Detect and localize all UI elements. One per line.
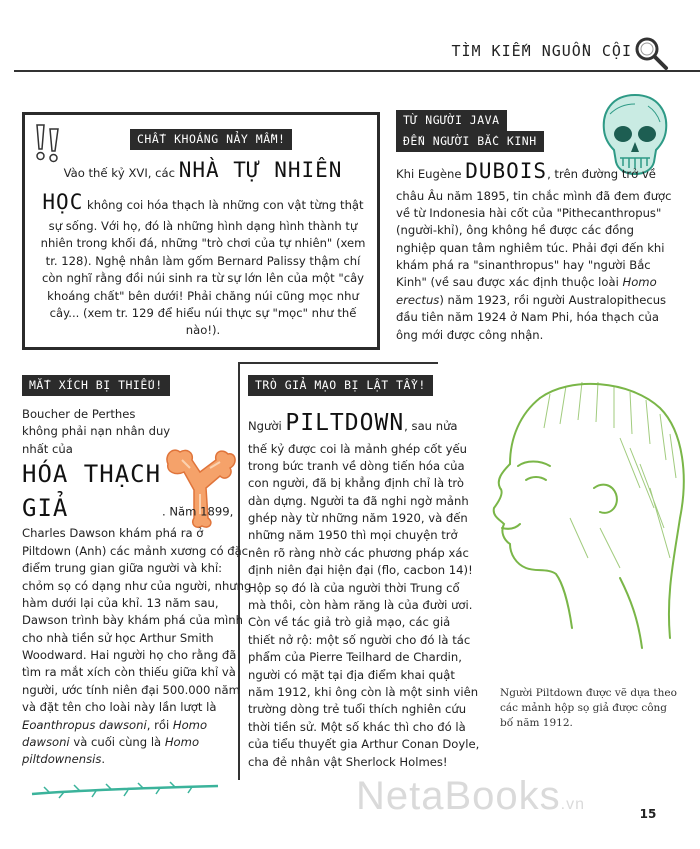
missing-body-4: . bbox=[101, 752, 106, 767]
java-tag-line1: TỪ NGƯỜI JAVA bbox=[396, 110, 507, 131]
piltdown-word: PILTDOWN bbox=[285, 410, 405, 436]
java-body-1: , trên đường trở về châu Âu năm 1895, tin chắc mình đã đem được về từ Indonesia hài cốt của "Pithecanthropus" (người-khỉ), ông không hề được các đồng nghiệp quan tâm nghiêm túc. Phải đợi đến khi khám phá ra "sinanthropus" hay "người Bắc Kinh" (về sau được xác định thuộc loài bbox=[396, 167, 672, 290]
magnifier-icon bbox=[632, 34, 670, 72]
piltdown-tag-wrap bbox=[248, 374, 433, 396]
missing-link-tag: MẮT XÍCH BỊ THIẾU! bbox=[22, 375, 170, 396]
mineral-box bbox=[22, 112, 380, 350]
java-body-2: ) năm 1923, rồi người Australopithecus đầu tiên năm 1924 ở Nam Phi, hóa thạch của ông mới được công nhận. bbox=[396, 292, 667, 342]
java-intro: Khi Eugène bbox=[396, 167, 466, 181]
piltdown-man-illustration bbox=[470, 368, 690, 658]
missing-intro: Boucher de Perthes không phải nạn nhân duy nhất của bbox=[22, 407, 171, 456]
branch-decoration bbox=[30, 780, 220, 800]
mineral-text bbox=[37, 155, 369, 340]
mineral-intro: Vào thế kỷ XVI, các bbox=[63, 166, 179, 180]
piltdown-body: , sau nửa thế kỷ được coi là mảnh ghép cốt yếu trong bức tranh về dòng tiến hóa của con người, đã bị khẳng định chỉ là trò dàn dựng. Người ta đã nghi ngờ mảnh ghép này từ những năm 1920, và đến những năm 1950 thì mọi chuyện trở nên rõ ràng nhờ các phương pháp xác định niên đại hiện đại (flo, cacbon 14)! Hộp sọ đó là của người thời Trung cổ mà thôi, còn hàm răng là của đười ươi. Còn về tác giả trò giả mạo, các giả thiết nở rộ: một số người cho đó là tác phẩm của Pierre Teilhard de Chardin, người có mặt tại địa điểm khai quật năm 1912, khi ông còn là một sinh viên trường dòng trẻ tuổi thích nghiên cứu thời tiền sử. Một số khác thì cho đó là của tiểu thuyết gia Arthur Conan Doyle, cha đẻ nhân vật Sherlock Holmes! bbox=[248, 419, 480, 769]
java-text bbox=[396, 156, 674, 344]
homo-dawsoni: Homo dawsoni bbox=[22, 717, 208, 750]
fake-fossil-word: HÓA THẠCH GIẢ bbox=[22, 460, 162, 522]
missing-link-tag-wrap bbox=[22, 374, 170, 396]
watermark-main: NetaBooks bbox=[356, 774, 561, 818]
section-divider bbox=[238, 362, 438, 364]
page-number: 15 bbox=[634, 802, 662, 826]
piltdown-text bbox=[248, 406, 480, 771]
dubois-word: DUBOIS bbox=[465, 159, 548, 183]
mineral-tag: CHẤT KHOÁNG NẢY MẦM! bbox=[130, 129, 292, 150]
mineral-body: không coi hóa thạch là những con vật từng thật sự sống. Với họ, đó là những hình dạng hình thành tự nhiên trong khối đá, những "trò chơi của tự nhiên" (xem tr. 128). Nghệ nhân làm gốm Bernard Palissy thậm chí còn nghĩ rằng đồi núi sinh ra từ sự lớn lên của một "cây khoáng chất" bên dưới! Phải chăng núi cũng mọc như cây... (xem tr. 129 để hiểu núi thực sự "mọc" như thế nào!). bbox=[40, 197, 366, 338]
missing-body-1: . Năm 1899, Charles Dawson khám phá ra ở Piltdown (Anh) các mảnh xương có đặc điểm trung gian giữa người và khỉ: chỏm sọ có dạng như của người, nhưng hàm dưới lại của khỉ. 13 năm sau, Dawson trình bày khám phá của mình cho nhà tiền sử học Arthur Smith Woodward. Hai người họ cho rằng đã tìm ra mắt xích còn thiếu giữa khỉ và người, ước tính niên đại 500.000 năm và đặt tên cho loài này lần lượt là bbox=[22, 504, 252, 715]
homo-erectus: Homo erectus bbox=[396, 275, 657, 307]
illustration-caption: Người Piltdown được vẽ dựa theo các mảnh hộp sọ giả được công bố năm 1912. bbox=[500, 687, 677, 730]
missing-body-3: và cuối cùng là bbox=[69, 735, 165, 750]
piltdown-intro: Người bbox=[248, 419, 286, 433]
piltdown-tag: TRÒ GIẢ MẠO BỊ LẬT TẨY! bbox=[248, 375, 433, 396]
watermark-suffix: .vn bbox=[560, 796, 586, 813]
java-tag-line2: ĐẾN NGƯỜI BẮC KINH bbox=[396, 131, 544, 152]
header-rule bbox=[14, 70, 700, 72]
missing-link-text bbox=[22, 406, 254, 769]
eoanthropus: Eoanthropus dawsoni bbox=[22, 717, 147, 732]
missing-body-2: , rồi bbox=[146, 717, 173, 732]
chapter-title: TÌM KIẾM NGUỒN CỘI bbox=[451, 42, 632, 60]
java-tag bbox=[396, 110, 544, 152]
homo-piltdownensis: Homo piltdownensis bbox=[22, 735, 200, 767]
naturalists-word: NHÀ TỰ NHIÊN HỌC bbox=[42, 158, 343, 214]
watermark bbox=[356, 774, 585, 819]
